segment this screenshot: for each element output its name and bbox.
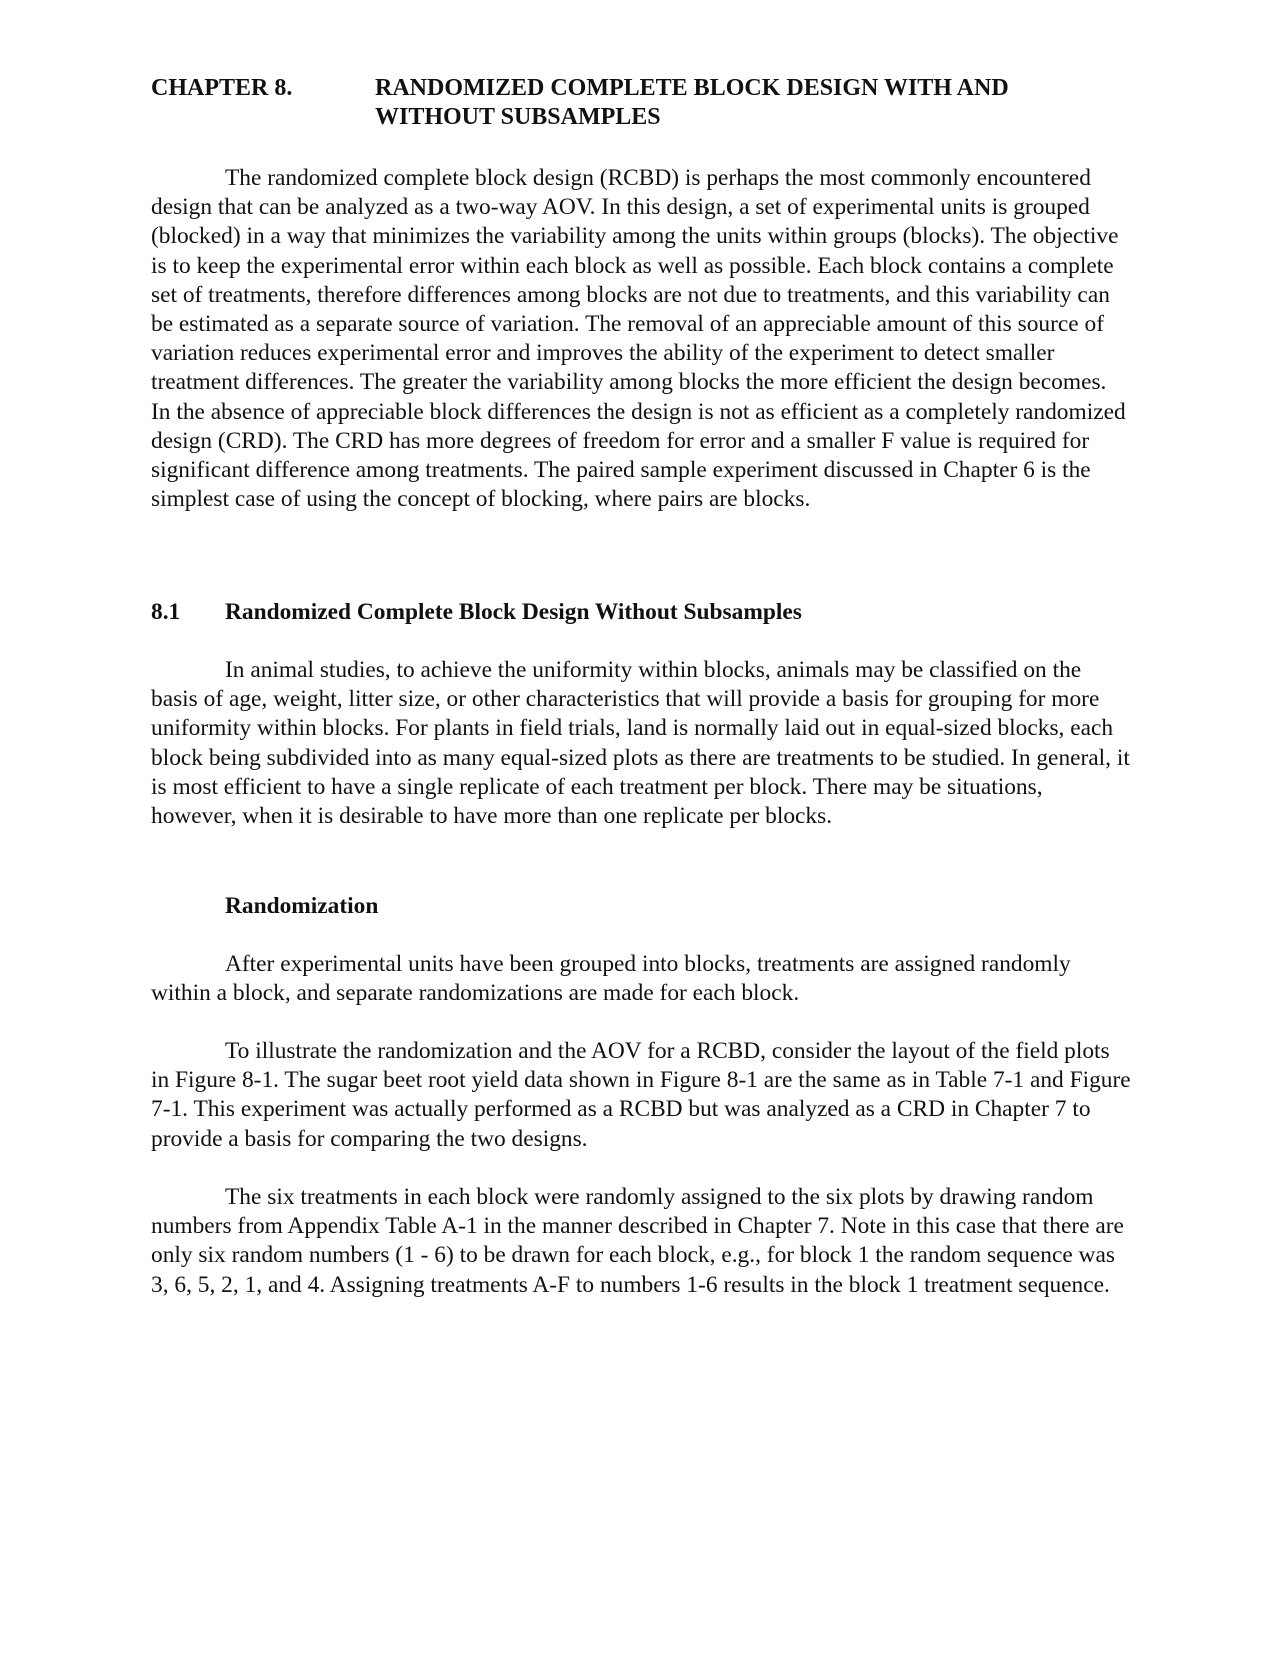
section-title: Randomized Complete Block Design Without Subsamples — [225, 599, 802, 625]
randomization-paragraph-3: The six treatments in each block were randomly assigned to the six plots by drawing random numbers from Appendix Table A-1 in the manner described in Chapter 7. Note in this case that there are only six random numbers (1 - 6) to be drawn for each block, e.g., for block 1 the random sequence was 3, 6, 5, 2, 1, and 4. Assigning treatments A-F to numbers 1-6 results in the block 1 treatment sequence. — [151, 1184, 1124, 1298]
chapter-label: CHAPTER 8. — [151, 75, 293, 101]
randomization-paragraph-1: After experimental units have been grouped into blocks, treatments are assigned randomly within a block, and separate randomizations are made for each block. — [151, 951, 1071, 1007]
chapter-title: RANDOMIZED COMPLETE BLOCK DESIGN WITH AND WITHOUT SUBSAMPLES — [375, 75, 1009, 130]
randomization-heading: Randomization — [225, 893, 379, 919]
section-number: 8.1 — [151, 599, 181, 625]
section-paragraph: In animal studies, to achieve the uniformity within blocks, animals may be classified on the basis of age, weight, litter size, or other characteristics that will provide a basis for grouping for more uniformity within blocks. For plants in field trials, land is normally laid out in equal-sized blocks, each block being subdivided into as many equal-sized plots as there are treatments to be studied. In general, it is most efficient to have a single replicate of each treatment per block. There may be situations, however, when it is desirable to have more than one replicate per blocks. — [151, 657, 1130, 830]
intro-paragraph: The randomized complete block design (RCBD) is perhaps the most commonly encountered design that can be analyzed as a two-way AOV. In this design, a set of experimental units is grouped (blocked) in a way that minimizes the variability among the units within groups (blocks). The objective is to keep the experimental error within each block as well as possible. Each block contains a complete set of treatments, therefore differences among blocks are not due to treatments, and this variability can be estimated as a separate source of variation. The removal of an appreciable amount of this source of variation reduces experimental error and improves the ability of the experiment to detect smaller treatment differences. The greater the variability among blocks the more efficient the design becomes. In the absence of appreciable block differences the design is not as efficient as a completely randomized design (CRD). The CRD has more degrees of freedom for error and a smaller F value is required for significant difference among treatments. The paired sample experiment discussed in Chapter 6 is the simplest case of using the concept of blocking, where pairs are blocks. — [151, 165, 1126, 513]
randomization-paragraph-2: To illustrate the randomization and the AOV for a RCBD, consider the layout of the field plots in Figure 8-1. The sugar beet root yield data shown in Figure 8-1 are the same as in Table 7-1 and Figure 7-1. This experiment was actually performed as a RCBD but was analyzed as a CRD in Chapter 7 to provide a basis for comparing the two designs. — [151, 1038, 1131, 1152]
